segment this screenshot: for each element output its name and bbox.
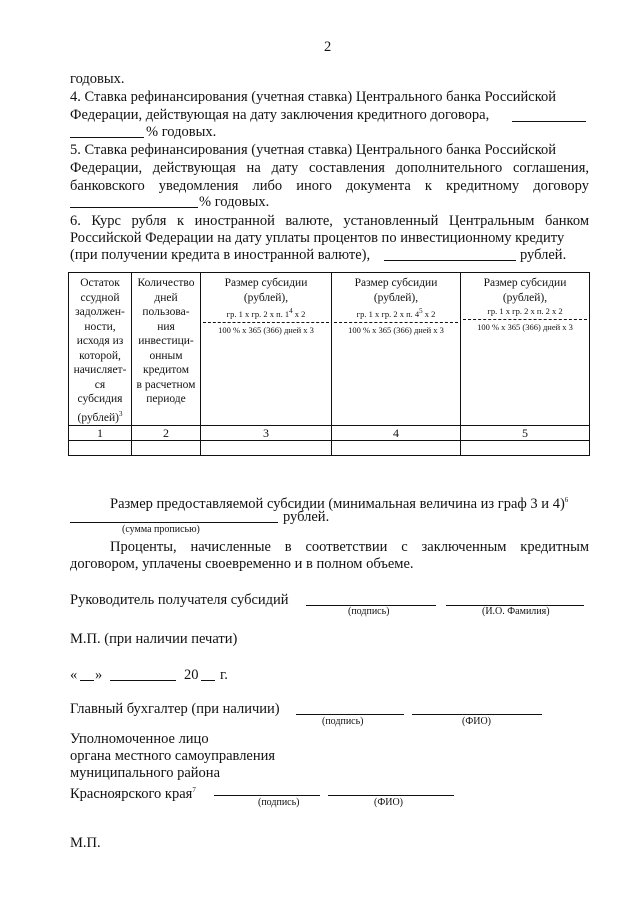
official-name-caption: (ФИО)	[374, 797, 404, 808]
stamp-line-1: М.П. (при наличии печати)	[70, 631, 238, 647]
col1-header	[69, 273, 132, 426]
item-4-line-2: Федерации, действующая на дату заключения кредитного договора,	[70, 107, 490, 123]
date-open-quote: «	[70, 667, 78, 683]
col1-header-line: субсидия	[77, 393, 123, 405]
col3-title-line: Размер субсидии	[224, 277, 308, 289]
official-line-2: органа местного самоуправления	[70, 748, 276, 764]
item-6-line-4: рублей.	[520, 247, 567, 263]
footnote-6: 6	[564, 496, 569, 504]
item-4-line-3: % годовых.	[146, 124, 217, 140]
accountant-name-blank	[412, 714, 542, 715]
official-line-4	[70, 781, 196, 803]
head-signature-caption: (подпись)	[348, 606, 390, 617]
item-5-rate-blank	[70, 207, 198, 208]
col2-header-line: периоде	[146, 393, 186, 405]
col5-formula-numerator: гр. 1 х гр. 2 х п. 2 х 2	[487, 306, 563, 316]
official-name-blank	[328, 795, 454, 796]
col4-formula-numerator	[332, 305, 460, 320]
table-cell	[132, 441, 201, 456]
paragraph-continuation: годовых.	[70, 71, 125, 87]
col-number-3: 3	[201, 426, 332, 441]
footnote-5: 5	[419, 307, 423, 315]
table-header-row	[69, 273, 590, 426]
col2-header-line: онным	[149, 349, 183, 362]
table-data-row	[69, 441, 590, 456]
col4-formula-denominator: 100 % х 365 (366) дней х 3	[334, 322, 458, 336]
col3-formula-numerator	[201, 305, 331, 320]
date-year-blank	[201, 680, 215, 681]
item-4-line-1: 4. Ставка рефинансирования (учетная ставка) Центрального банка Российской	[70, 89, 557, 105]
col5-formula-denominator: 100 % х 365 (366) дней х 3	[463, 319, 587, 333]
table-cell	[461, 441, 590, 456]
col4-title-line: (рублей),	[373, 291, 419, 304]
col1-header-unit: (рублей)	[77, 411, 119, 424]
col-number-4: 4	[332, 426, 461, 441]
col3-formula-a: гр. 1 х гр. 2 х п. 1	[226, 308, 290, 319]
footnote-7: 7	[192, 786, 196, 794]
table-cell	[332, 441, 461, 456]
official-signature-caption: (подпись)	[258, 797, 300, 808]
table-cell	[69, 441, 132, 456]
stamp-line-2: М.П.	[70, 835, 101, 851]
col1-header-line: ности,	[84, 320, 116, 333]
item-6-line-3: (при получении кредита в иностранной валюте),	[70, 247, 371, 263]
col3-formula-denominator: 100 % х 365 (366) дней х 3	[203, 322, 329, 336]
page-number: 2	[324, 39, 332, 55]
subsidy-words-caption: (сумма прописью)	[122, 524, 200, 535]
footnote-3: 3	[118, 409, 123, 418]
col2-header	[132, 273, 201, 426]
date-day-blank	[80, 680, 94, 681]
official-line-3: муниципального района	[70, 765, 220, 781]
col4-formula-a: гр. 1 х гр. 2 х п. 4	[356, 308, 420, 319]
date-close-quote: »	[95, 667, 103, 683]
interest-line-2: договором, уплачены своевременно и в полном объеме.	[70, 556, 414, 572]
col5-title-line: Размер субсидии	[483, 277, 567, 289]
col1-header-last	[69, 407, 131, 425]
col2-header-line: Количество	[137, 277, 195, 289]
accountant-signature-caption: (подпись)	[322, 716, 364, 727]
item-4-rate-blank-2	[70, 137, 144, 138]
col-number-5: 5	[461, 426, 590, 441]
table-cell	[201, 441, 332, 456]
accountant-name-caption: (ФИО)	[462, 716, 492, 727]
item-5-line-1: 5. Ставка рефинансирования (учетная ставка) Центрального банка Российской	[70, 142, 557, 158]
col2-header-line: ния	[157, 320, 175, 333]
official-line-1: Уполномоченное лицо	[70, 731, 209, 747]
col2-header-line: инвестици-	[138, 335, 194, 347]
subsidy-amount-label	[110, 491, 568, 513]
col1-header-line: исходя из	[76, 335, 124, 347]
date-month-blank	[110, 680, 176, 681]
item-4-rate-blank	[512, 121, 586, 122]
col2-header-line: в расчетном	[136, 378, 196, 391]
col1-header-line: ся	[94, 378, 106, 391]
accountant-label: Главный бухгалтер (при наличии)	[70, 701, 280, 717]
subsidy-amount-blank	[70, 522, 278, 523]
col-number-1: 1	[69, 426, 132, 441]
col1-header-line: которой,	[79, 349, 121, 362]
col-number-2: 2	[132, 426, 201, 441]
item-5-line-3: банковского уведомления либо иного документа к кредитному договору	[70, 178, 589, 194]
col1-header-line: начисляет-	[73, 364, 127, 376]
table-number-row	[69, 426, 590, 441]
official-region: Красноярского края	[70, 785, 193, 802]
interest-line-1: Проценты, начисленные в соответствии с заключенным кредитным	[110, 539, 589, 555]
official-signature-blank	[214, 795, 320, 796]
subsidy-calculation-table	[68, 272, 590, 456]
col1-header-line: задолжен-	[75, 306, 125, 318]
head-name-caption: (И.О. Фамилия)	[482, 606, 550, 617]
footnote-4: 4	[289, 307, 293, 315]
head-label: Руководитель получателя субсидий	[70, 592, 289, 608]
item-6-line-1: 6. Курс рубля к иностранной валюте, установленный Центральным банком	[70, 213, 589, 229]
col3-header	[201, 273, 332, 426]
date-year-prefix: 20	[184, 667, 199, 683]
item-6-line-2: Российской Федерации на дату уплаты процентов по инвестиционному кредиту	[70, 230, 565, 246]
item-5-line-4: % годовых.	[199, 194, 270, 210]
col4-title-line: Размер субсидии	[354, 277, 438, 289]
col1-header-line: Остаток	[80, 277, 120, 289]
col2-header-line: пользова-	[142, 306, 190, 318]
col5-header	[461, 273, 590, 426]
subsidy-amount-text: Размер предоставляемой субсидии (минимальная величина из граф 3 и 4)	[110, 495, 565, 512]
col5-title-line: (рублей),	[502, 291, 548, 304]
subsidy-rubles: рублей.	[283, 509, 330, 525]
col4-formula-b: х 2	[422, 308, 436, 319]
col3-formula-b: х 2	[292, 308, 306, 319]
item-5-line-2: Федерации, действующая на дату составления дополнительного соглашения,	[70, 160, 589, 176]
col2-header-line: дней	[154, 291, 178, 304]
col4-header	[332, 273, 461, 426]
date-year-suffix: г.	[220, 667, 228, 683]
col2-header-line: кредитом	[143, 364, 189, 376]
col3-title-line: (рублей),	[243, 291, 289, 304]
accountant-signature-blank	[296, 714, 404, 715]
col1-header-line: ссудной	[80, 291, 120, 304]
item-6-rate-blank	[384, 260, 516, 261]
